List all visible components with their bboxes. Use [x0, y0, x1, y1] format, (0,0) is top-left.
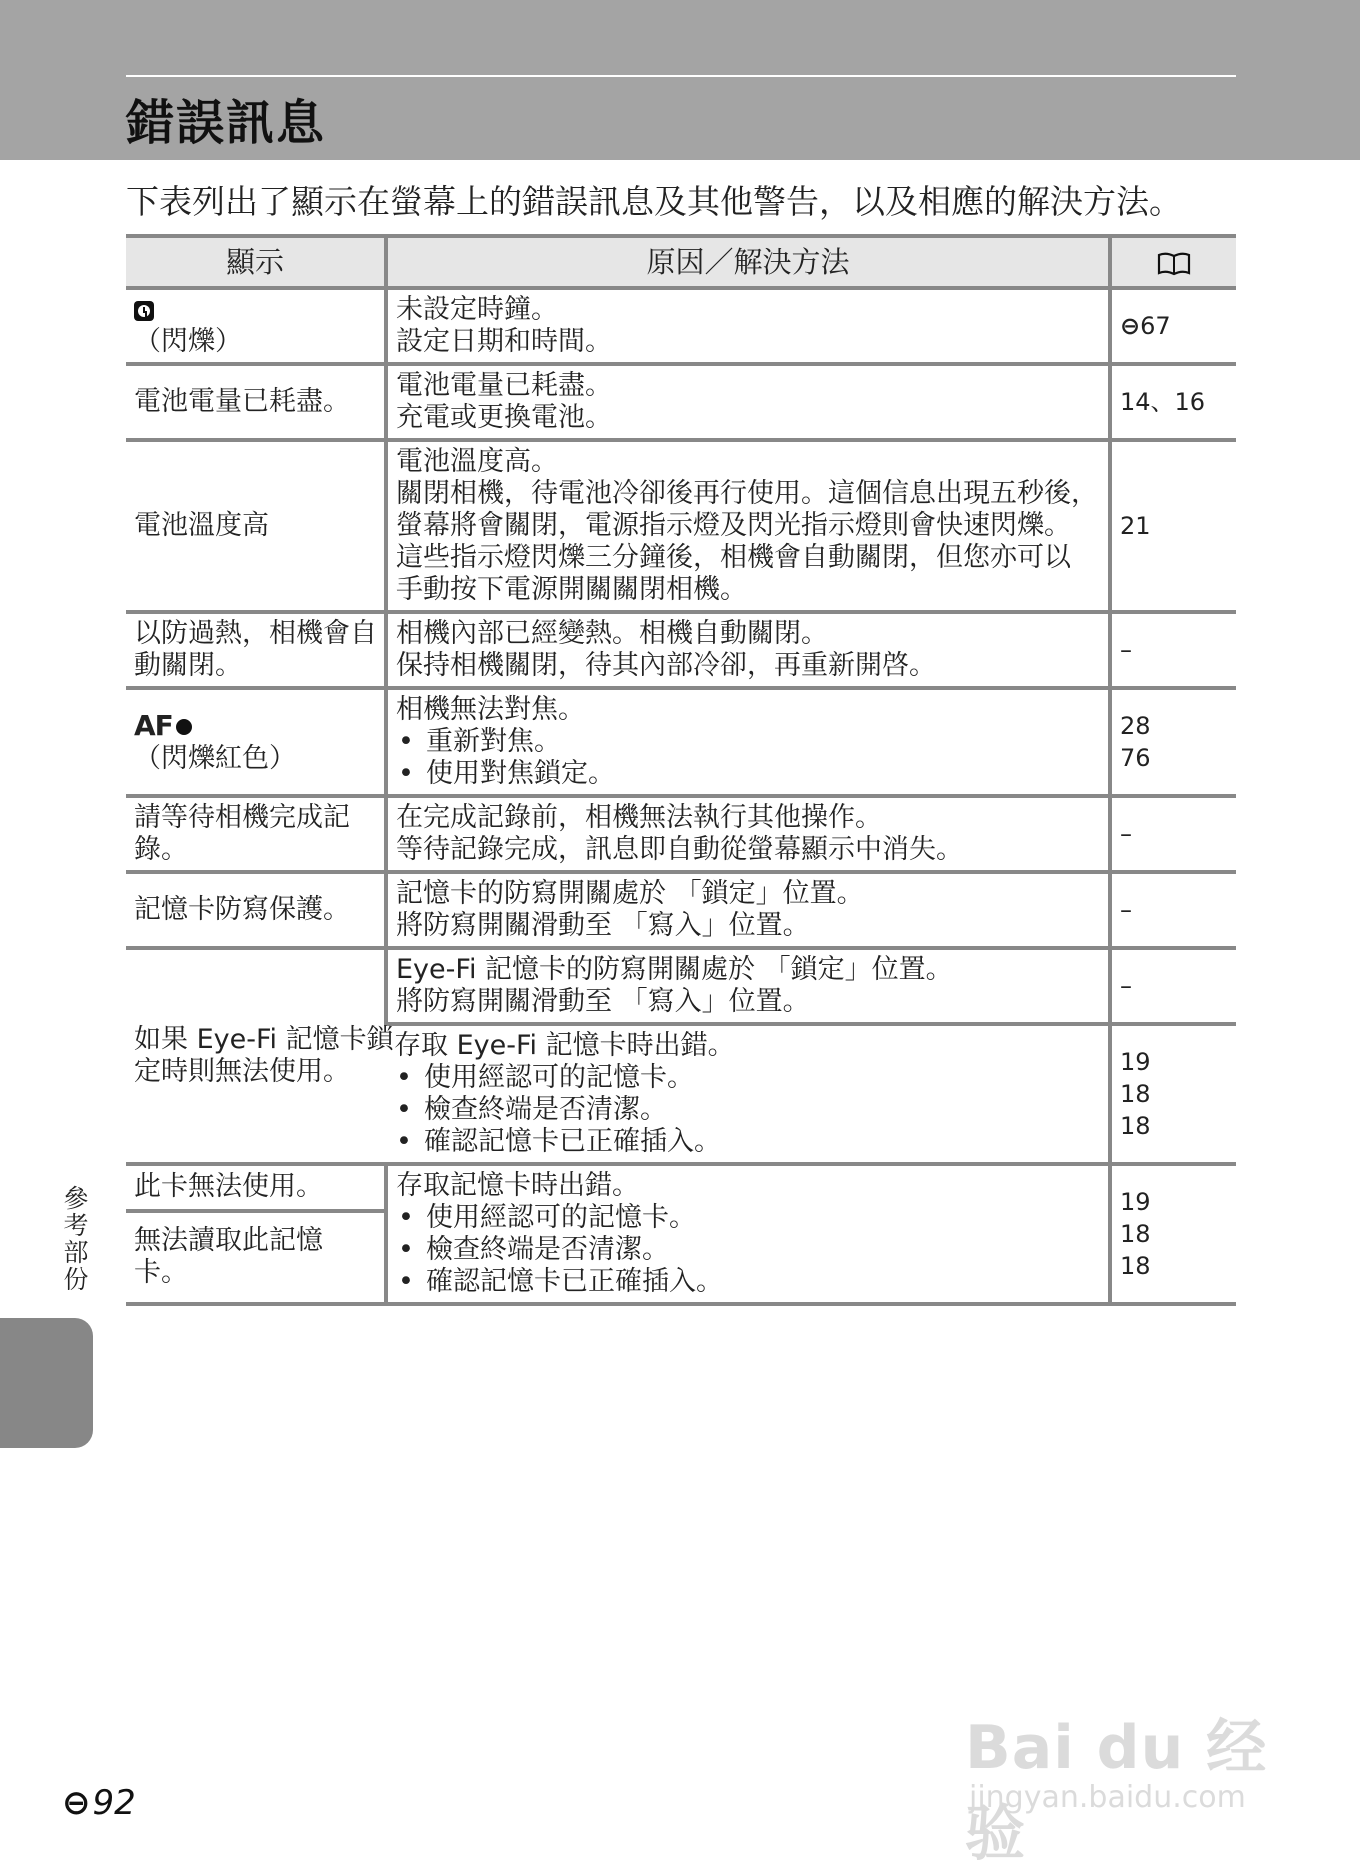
cause-line: 這些指示燈閃爍三分鐘後，相機會自動關閉，但您亦可以 — [396, 542, 1071, 573]
reference-cell: – — [1110, 872, 1236, 948]
watermark-url: jingyan.baidu.com — [969, 1780, 1246, 1815]
bullet-item: • 使用經認可的記憶卡。 — [398, 1202, 696, 1233]
page-reference: 18 — [1120, 1252, 1151, 1280]
cause-line: 關閉相機，待電池冷卻後再行使用。這個信息出現五秒後， — [396, 478, 1098, 509]
display-cell: 電池電量已耗盡。 — [126, 364, 386, 440]
cause-line: 手動按下電源開關關閉相機。 — [396, 574, 747, 605]
bullet-item: • 檢查終端是否清潔。 — [398, 1234, 669, 1265]
watermark-brand: Bai du 经验 — [965, 1713, 1268, 1869]
cause-cell — [386, 1164, 1110, 1304]
display-cell — [126, 948, 394, 1164]
reference-section-icon: ⊖ — [1120, 312, 1141, 340]
reference-cell — [1110, 288, 1236, 364]
cause-line: 相機無法對焦。 — [396, 694, 585, 725]
display-line: 如果 Eye-Fi 記憶卡鎖 — [134, 1024, 394, 1055]
page-reference: 19 — [1120, 1048, 1151, 1076]
header-display: 顯示 — [126, 236, 386, 288]
book-icon — [1157, 251, 1191, 277]
table-row — [126, 796, 1236, 872]
cause-line: 充電或更換電池。 — [396, 402, 612, 433]
bullet-item: • 確認記憶卡已正確插入。 — [398, 1266, 723, 1297]
display-cell: 此卡無法使用。 — [126, 1164, 386, 1211]
cause-line: 在完成記錄前，相機無法執行其他操作。 — [396, 802, 882, 833]
cause-cell — [386, 1024, 1110, 1164]
display-cell — [126, 288, 386, 364]
clock-icon — [134, 301, 154, 321]
cause-cell — [386, 872, 1110, 948]
af-dot-icon — [176, 719, 192, 735]
reference-cell — [1110, 1164, 1236, 1304]
cause-line: 等待記錄完成，訊息即自動從螢幕顯示中消失。 — [396, 834, 963, 865]
display-cell: 無法讀取此記憶卡。 — [126, 1211, 386, 1304]
page-reference: 76 — [1120, 744, 1151, 772]
af-icon: AF — [134, 708, 173, 742]
reference-cell: 21 — [1110, 440, 1236, 612]
display-cell — [126, 612, 386, 688]
display-line: 請等待相機完成記 — [134, 802, 350, 833]
cause-line: 電池溫度高。 — [396, 446, 558, 477]
cause-line: 保持相機關閉，待其內部冷卻，再重新開啓。 — [396, 650, 936, 681]
header-rule — [126, 75, 1236, 77]
page-reference: 18 — [1120, 1112, 1151, 1140]
cause-line: 設定日期和時間。 — [396, 326, 612, 357]
display-line: 動關閉。 — [134, 650, 242, 681]
table-row — [126, 364, 1236, 440]
page-number: ⊖92 — [62, 1783, 136, 1823]
display-cell: 記憶卡防寫保護。 — [126, 872, 386, 948]
reference-cell: 14、16 — [1110, 364, 1236, 440]
section-side-label: 參考部份 — [60, 1185, 89, 1293]
cause-line: 未設定時鐘。 — [396, 294, 558, 325]
table-row — [126, 872, 1236, 948]
reference-cell: – — [1110, 612, 1236, 688]
cause-line: 存取記憶卡時出錯。 — [396, 1170, 639, 1201]
bullet-item: • 使用經認可的記憶卡。 — [396, 1062, 694, 1093]
display-line: 以防過熱，相機會自 — [134, 618, 377, 649]
table-header-row — [126, 236, 1236, 288]
cause-line: 將防寫開關滑動至 「寫入」位置。 — [396, 910, 810, 941]
cause-cell — [386, 288, 1110, 364]
page-reference: 18 — [1120, 1220, 1151, 1248]
table-row — [126, 948, 1236, 1024]
page-reference: 19 — [1120, 1188, 1151, 1216]
bullet-item: • 使用對焦鎖定。 — [398, 758, 615, 789]
display-line: 定時則無法使用。 — [134, 1056, 350, 1087]
reference-cell: – — [1110, 796, 1236, 872]
intro-text: 下表列出了顯示在螢幕上的錯誤訊息及其他警告，以及相應的解決方法。 — [126, 182, 1182, 221]
display-cell — [126, 688, 386, 796]
page-reference: 28 — [1120, 712, 1151, 740]
cause-cell — [386, 364, 1110, 440]
table-row — [126, 440, 1236, 612]
cause-cell — [386, 688, 1110, 796]
table-row — [126, 688, 1236, 796]
table-row — [126, 612, 1236, 688]
reference-cell — [1110, 688, 1236, 796]
cause-line: 螢幕將會關閉，電源指示燈及閃光指示燈則會快速閃爍。 — [396, 510, 1071, 541]
reference-section-icon: ⊖ — [62, 1783, 91, 1823]
bullet-item: • 檢查終端是否清潔。 — [396, 1094, 667, 1125]
cause-line: 記憶卡的防寫開關處於 「鎖定」位置。 — [396, 878, 864, 909]
display-cell: 電池溫度高 — [126, 440, 386, 612]
cause-line: 存取 Eye-Fi 記憶卡時出錯。 — [394, 1030, 735, 1061]
header-reference — [1110, 236, 1236, 288]
af-indicator — [134, 710, 376, 743]
section-tab — [0, 1318, 93, 1448]
bullet-item: • 確認記憶卡已正確插入。 — [396, 1126, 721, 1157]
display-cell — [126, 796, 386, 872]
error-message-table — [126, 234, 1236, 1306]
display-line: 錄。 — [134, 834, 188, 865]
display-note: （閃爍紅色） — [134, 742, 296, 774]
cause-line: 相機內部已經變熱。相機自動關閉。 — [396, 618, 828, 649]
page-reference: 18 — [1120, 1080, 1151, 1108]
reference-cell: – — [1110, 948, 1236, 1024]
table-row — [126, 1164, 1236, 1211]
bullet-item: • 重新對焦。 — [398, 726, 561, 757]
cause-line: 將防寫開關滑動至 「寫入」位置。 — [396, 986, 810, 1017]
header-cause: 原因／解決方法 — [386, 236, 1110, 288]
display-note: （閃爍） — [134, 326, 242, 357]
cause-cell — [386, 948, 1110, 1024]
page-reference: ⊖67 — [1120, 312, 1171, 340]
page-title: 錯誤訊息 — [126, 95, 327, 151]
cause-line: Eye-Fi 記憶卡的防寫開關處於 「鎖定」位置。 — [396, 954, 953, 985]
watermark — [965, 1670, 1275, 1869]
cause-line: 電池電量已耗盡。 — [396, 370, 612, 401]
table-row — [126, 288, 1236, 364]
cause-cell — [386, 440, 1110, 612]
cause-cell — [386, 796, 1110, 872]
cause-cell — [386, 612, 1110, 688]
reference-cell — [1110, 1024, 1236, 1164]
